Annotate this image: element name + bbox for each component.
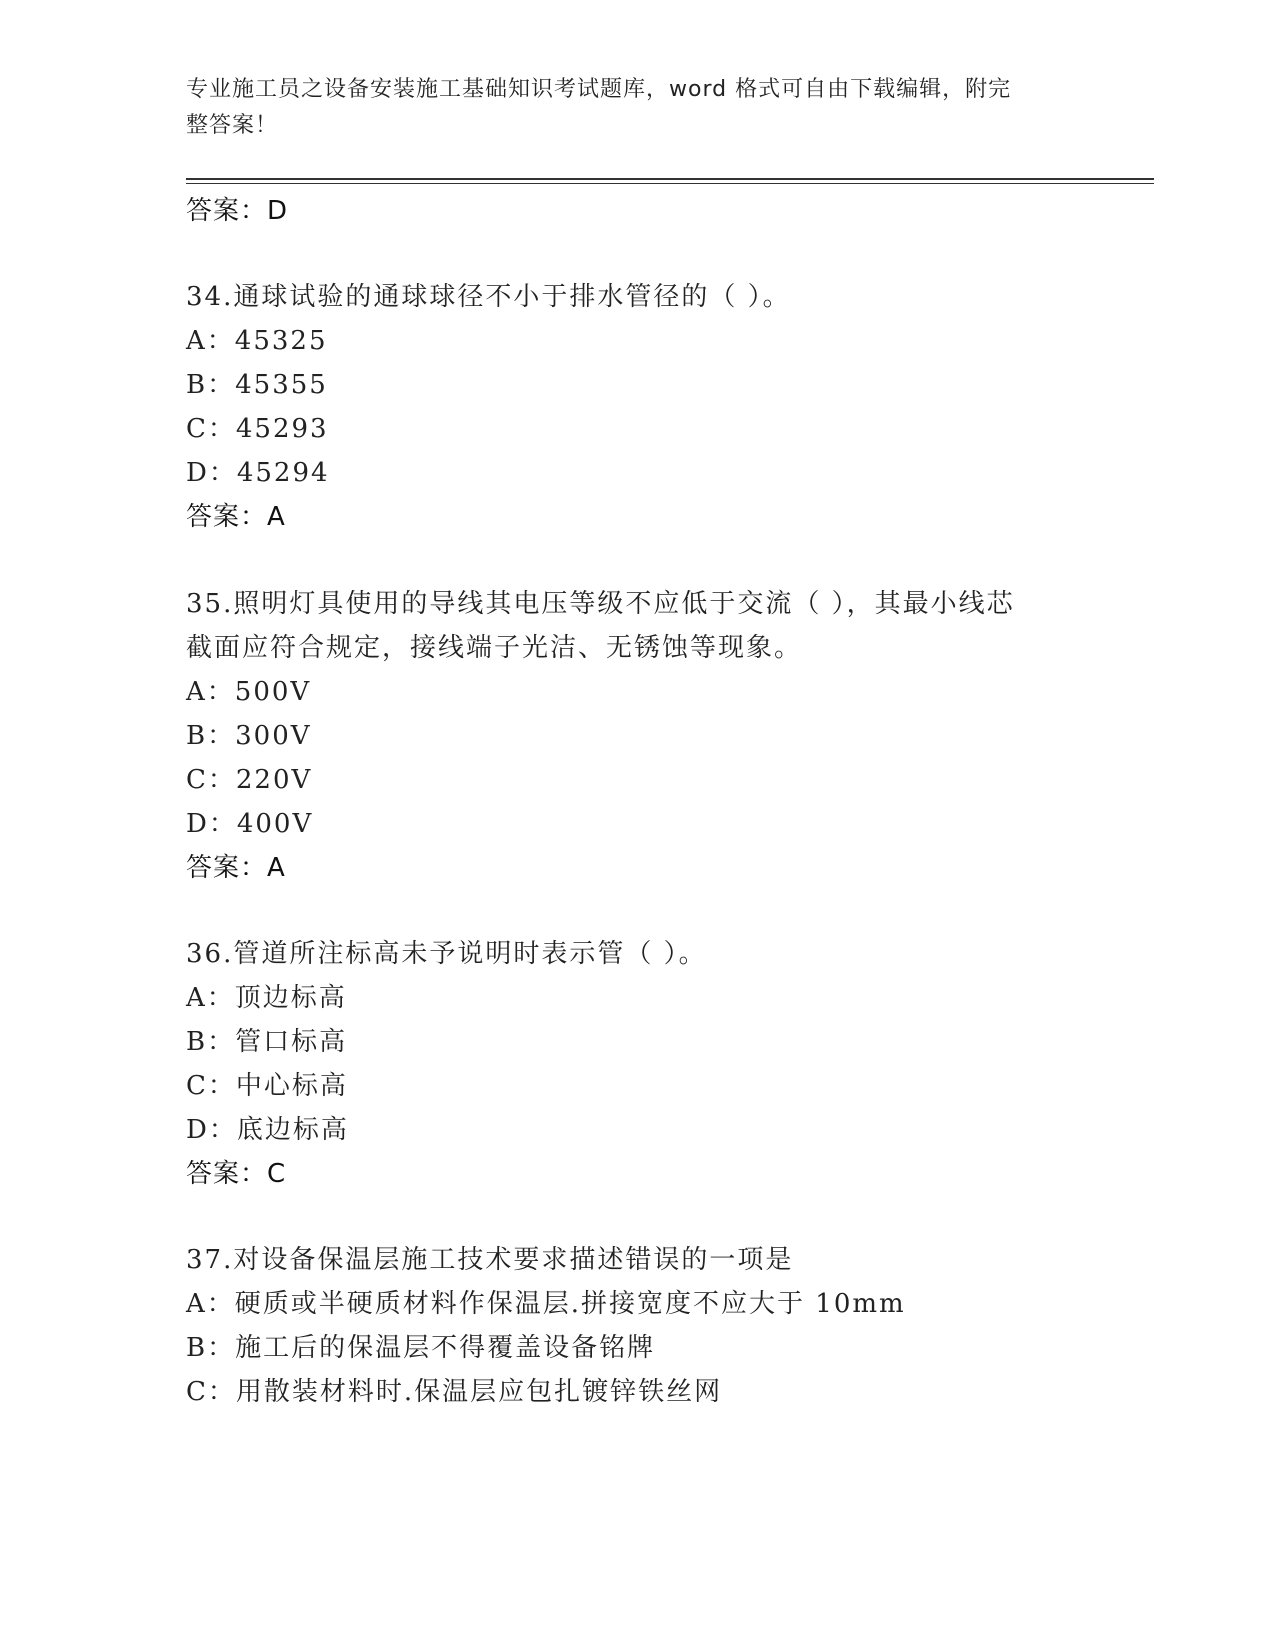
- question-34-answer: 答案：A: [186, 502, 286, 532]
- question-36-answer: 答案：C: [186, 1159, 287, 1189]
- question-34-option-c: C：45293: [186, 414, 329, 444]
- question-37-option-b: B：施工后的保温层不得覆盖设备铭牌: [186, 1333, 656, 1363]
- question-34-text: 34.通球试验的通球球径不小于排水管径的（ ）。: [186, 282, 791, 312]
- document-header: [186, 72, 1066, 144]
- header-line-2: 整答案！: [186, 113, 279, 138]
- question-35-answer: 答案：A: [186, 853, 286, 883]
- question-35-text-line-2: 截面应符合规定，接线端子光洁、无锈蚀等现象。: [186, 633, 803, 663]
- question-34-option-d: D：45294: [186, 458, 330, 488]
- question-35-text-line-1: 35.照明灯具使用的导线其电压等级不应低于交流（ ），其最小线芯: [186, 589, 1015, 619]
- question-36-text: 36.管道所注标高未予说明时表示管（ ）。: [186, 939, 707, 969]
- question-36-option-c: C：中心标高: [186, 1071, 348, 1101]
- question-36-option-b: B：管口标高: [186, 1027, 348, 1057]
- question-37-option-a: A：硬质或半硬质材料作保温层.拼接宽度不应大于 10mm: [186, 1289, 906, 1319]
- question-35-option-c: C：220V: [186, 765, 313, 795]
- question-36-option-d: D：底边标高: [186, 1115, 349, 1145]
- question-37-option-c: C：用散装材料时.保温层应包扎镀锌铁丝网: [186, 1377, 723, 1407]
- header-line-1: 专业施工员之设备安装施工基础知识考试题库，word 格式可自由下载编辑，附完: [186, 77, 1012, 102]
- question-36-option-a: A：顶边标高: [186, 983, 347, 1013]
- answer-previous: 答案：D: [186, 196, 289, 226]
- header-divider-thin: [186, 183, 1154, 184]
- question-35-option-a: A：500V: [186, 677, 312, 707]
- question-34-option-a: A：45325: [186, 326, 328, 356]
- header-divider-thick: [186, 178, 1154, 180]
- question-35-option-d: D：400V: [186, 809, 314, 839]
- question-35-option-b: B：300V: [186, 721, 312, 751]
- question-37-text: 37.对设备保温层施工技术要求描述错误的一项是: [186, 1245, 794, 1275]
- question-34-option-b: B：45355: [186, 370, 328, 400]
